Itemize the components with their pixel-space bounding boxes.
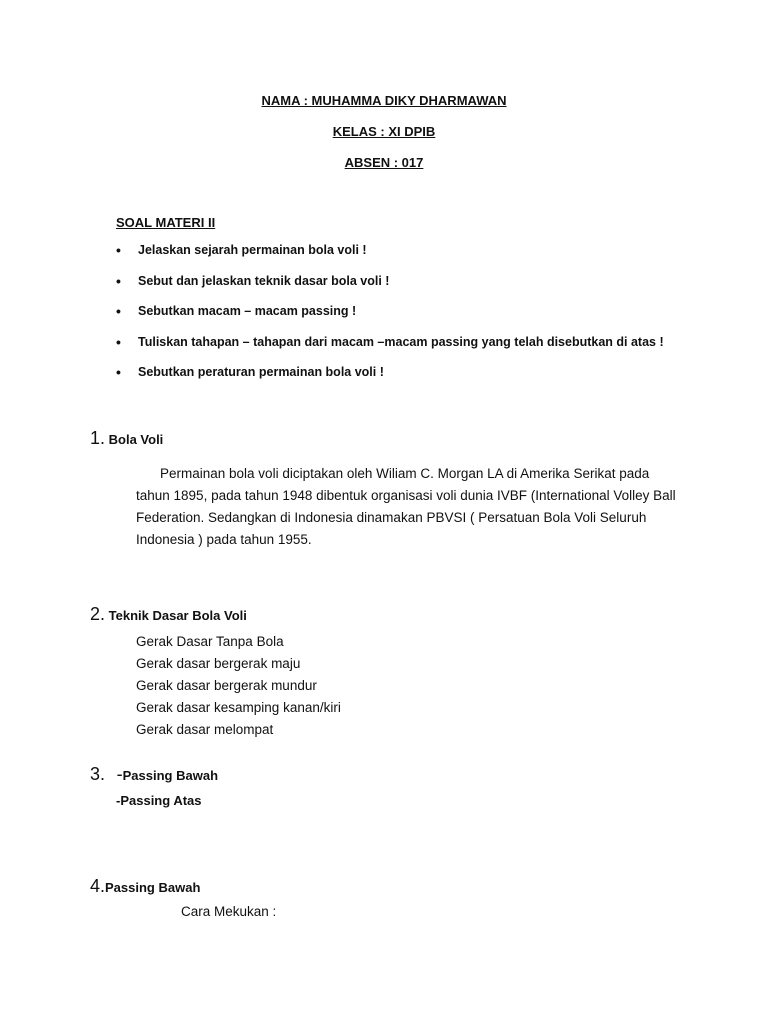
answer-1-heading — [90, 428, 163, 449]
answer-3-item2: -Passing Atas — [116, 793, 202, 808]
answer-3-number: 3. — [90, 764, 106, 784]
answer-2-title: Teknik Dasar Bola Voli — [108, 608, 247, 623]
soal-item: • Tuliskan tahapan – tahapan dari macam –macam passing yang telah disebutkan di atas ! — [116, 335, 664, 366]
answer-3-item1: Passing Bawah — [122, 768, 219, 783]
answer-1-paragraph: Permainan bola voli diciptakan oleh Wiliam C. Morgan LA di Amerika Serikat pada tahun 1895, pada tahun 1948 dibentuk organisasi voli dunia IVBF (International Volley Ball Federation. Sedangkan di Indonesia dinamakan PBVSI ( Persatuan Bola Voli Seluruh Indonesia ) pada tahun 1955. — [136, 466, 676, 547]
answer-2-number: 2. — [90, 604, 106, 624]
answer-4-heading — [90, 876, 200, 897]
answer-2-heading — [90, 604, 247, 625]
answer-2-list — [136, 631, 341, 741]
soal-list — [116, 243, 664, 396]
answer-4-number: 4. — [90, 876, 106, 896]
student-absen: ABSEN : 017 — [344, 155, 424, 170]
answer-3-dash: - — [116, 764, 123, 784]
soal-item: • Sebut dan jelaskan teknik dasar bola voli ! — [116, 274, 664, 305]
answer-3-heading — [90, 764, 218, 785]
list-item: Gerak dasar bergerak mundur — [136, 678, 317, 693]
soal-item: • Sebutkan peraturan permainan bola voli ! — [116, 365, 664, 396]
soal-item: • Sebutkan macam – macam passing ! — [116, 304, 664, 335]
soal-item: • Jelaskan sejarah permainan bola voli ! — [116, 243, 664, 274]
student-class: KELAS : XI DPIB — [332, 124, 436, 139]
soal-title: SOAL MATERI II — [116, 215, 216, 230]
student-name: NAMA : MUHAMMA DIKY DHARMAWAN — [261, 93, 507, 108]
answer-4-title: Passing Bawah — [105, 880, 201, 895]
list-item: Gerak Dasar Tanpa Bola — [136, 634, 284, 649]
list-item: Gerak dasar melompat — [136, 722, 274, 737]
list-item: Gerak dasar bergerak maju — [136, 656, 301, 671]
answer-4-sub: Cara Mekukan : — [181, 904, 277, 919]
answer-1-title: Bola Voli — [108, 432, 164, 447]
answer-1-number: 1. — [90, 428, 106, 448]
list-item: Gerak dasar kesamping kanan/kiri — [136, 700, 341, 715]
